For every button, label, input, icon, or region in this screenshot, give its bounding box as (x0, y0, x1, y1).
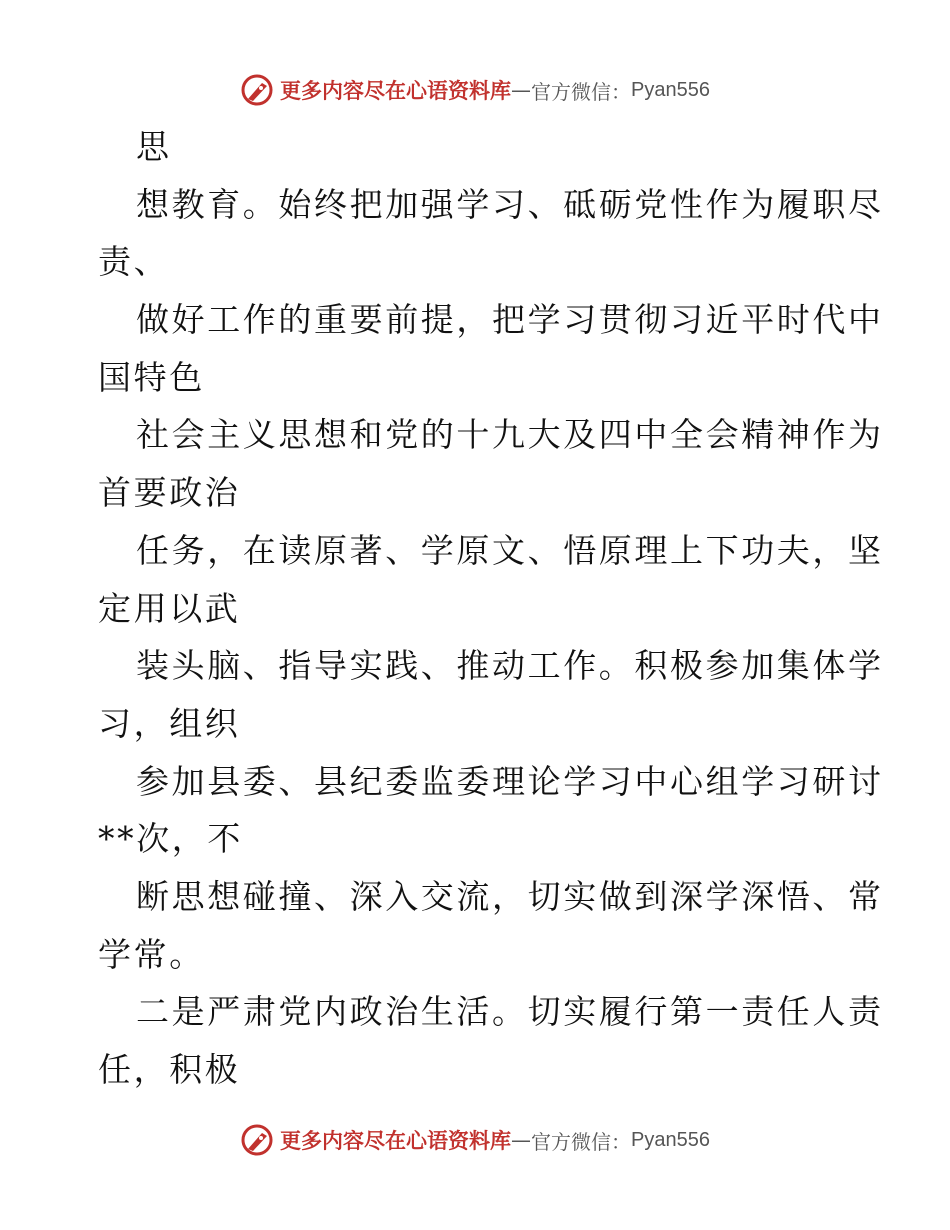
banner-wechat-label: 官方微信： (531, 1129, 632, 1154)
body-line: 任，积极 (98, 1050, 241, 1089)
body-line: 思 (136, 127, 172, 166)
pen-nib-circle-icon (240, 73, 274, 107)
body-line: 首要政治 (98, 473, 241, 513)
body-line: 定用以武 (98, 588, 241, 628)
banner-separator: — (511, 1128, 532, 1152)
body-line: 参加县委、县纪委监委理论学习中心组学习研讨 (136, 761, 884, 801)
document-body (98, 118, 884, 1099)
body-line: 习，组织 (98, 703, 241, 743)
body-line: 国特色 (98, 357, 205, 397)
header-banner (0, 70, 950, 110)
banner-main-text: 更多内容尽在心语资料库 (280, 78, 512, 103)
body-line: 二是严肃党内政治生活。切实履行第一责任人责 (136, 992, 884, 1032)
pen-nib-circle-icon (240, 1123, 274, 1157)
banner-separator: — (511, 78, 532, 102)
body-line: 学常。 (98, 934, 205, 974)
body-line: 做好工作的重要前提，把学习贯彻习近平时代中 (136, 300, 884, 340)
body-line: 社会主义思想和党的十九大及四中全会精神作为 (136, 415, 884, 455)
body-line: 任务，在读原著、学原文、悟原理上下功夫，坚 (136, 530, 884, 570)
banner-wechat-id: Pyan556 (631, 78, 710, 101)
body-line: 断思想碰撞、深入交流，切实做到深学深悟、常 (136, 876, 884, 916)
body-line: 装头脑、指导实践、推动工作。积极参加集体学 (136, 646, 884, 686)
banner-wechat-label: 官方微信： (531, 79, 632, 104)
body-line: **次，不 (98, 819, 243, 859)
footer-banner (0, 1120, 950, 1160)
banner-main-text: 更多内容尽在心语资料库 (280, 1128, 512, 1153)
banner-wechat-id: Pyan556 (631, 1128, 710, 1151)
body-line: 责、 (98, 242, 170, 282)
body-line: 想教育。始终把加强学习、砥砺党性作为履职尽 (136, 184, 884, 224)
